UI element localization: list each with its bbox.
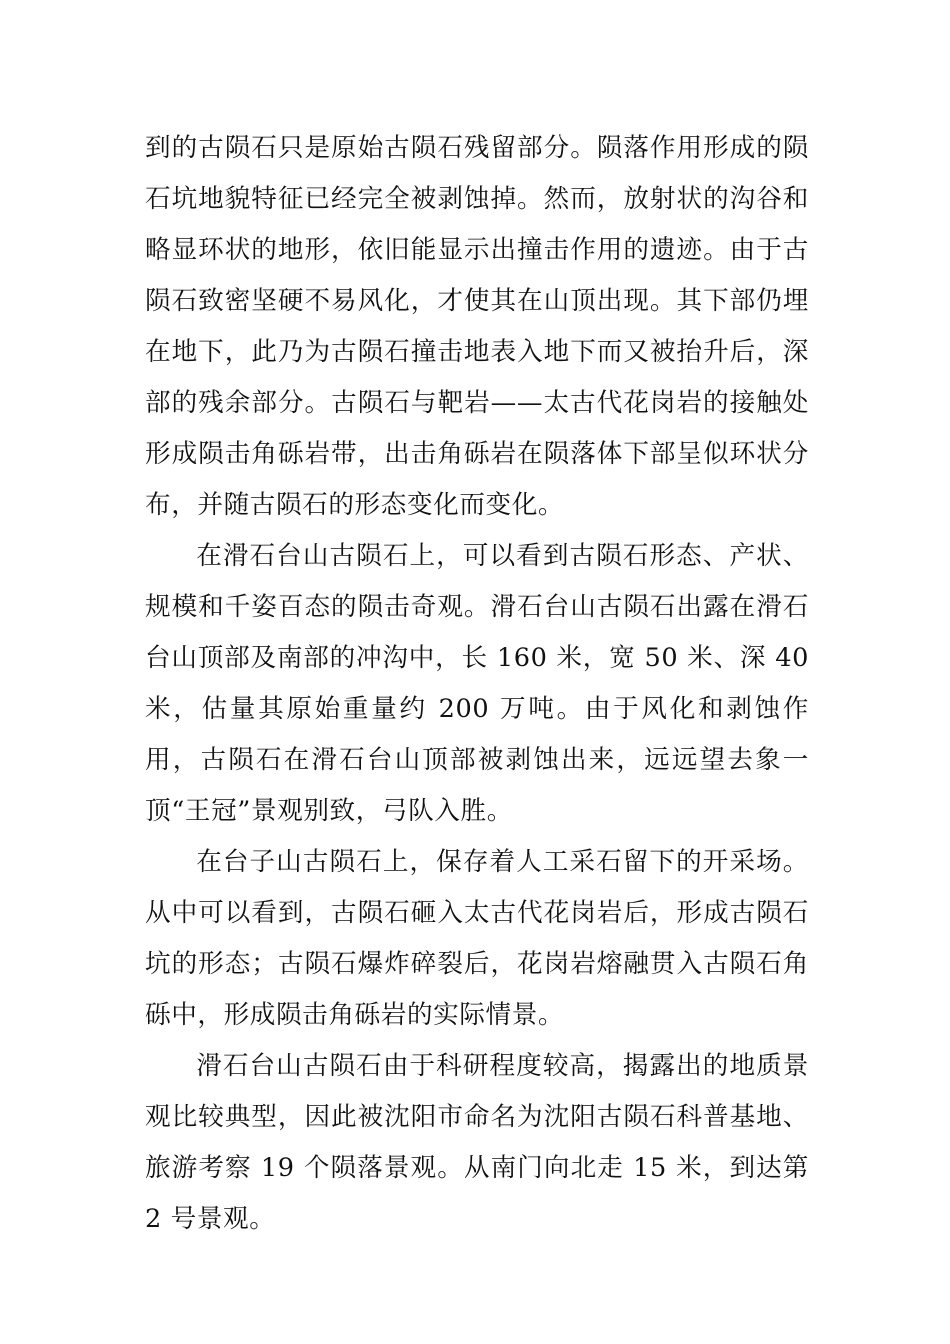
document-body [145,123,809,1245]
paragraph-4: 滑石台山古陨石由于科研程度较高，揭露出的地质景观比较典型，因此被沈阳市命名为沈阳古陨石科普基地、旅游考察 19 个陨落景观。从南门向北走 15 米，到达第 2 号景观。 [145,1051,809,1234]
paragraph-3: 在台子山古陨石上，保存着人工采石留下的开采场。从中可以看到，古陨石砸入太古代花岗岩后，形成古陨石坑的形态；古陨石爆炸碎裂后，花岗岩熔融贯入古陨石角砾中，形成陨击角砾岩的实际情景。 [145,847,809,1030]
paragraph-2: 在滑石台山古陨石上，可以看到古陨石形态、产状、规模和千姿百态的陨击奇观。滑石台山古陨石出露在滑石台山顶部及南部的冲沟中，长 160 米，宽 50 米、深 40 米，估量其原始重量约 200 万吨。由于风化和剥蚀作用，古陨石在滑石台山顶部被剥蚀出来，远远望去象一顶“王冠”景观别致，弓队入胜。 [145,541,809,826]
paragraph-1: 到的古陨石只是原始古陨石残留部分。陨落作用形成的陨石坑地貌特征已经完全被剥蚀掉。然而，放射状的沟谷和略显环状的地形，依旧能显示出撞击作用的遗迹。由于古陨石致密坚硬不易风化，才使其在山顶出现。其下部仍埋在地下，此乃为古陨石撞击地表入地下而又被抬升后，深部的残余部分。古陨石与靶岩——太古代花岗岩的接触处形成陨击角砾岩带，出击角砾岩在陨落体下部呈似环状分布，并随古陨石的形态变化而变化。 [145,133,809,520]
